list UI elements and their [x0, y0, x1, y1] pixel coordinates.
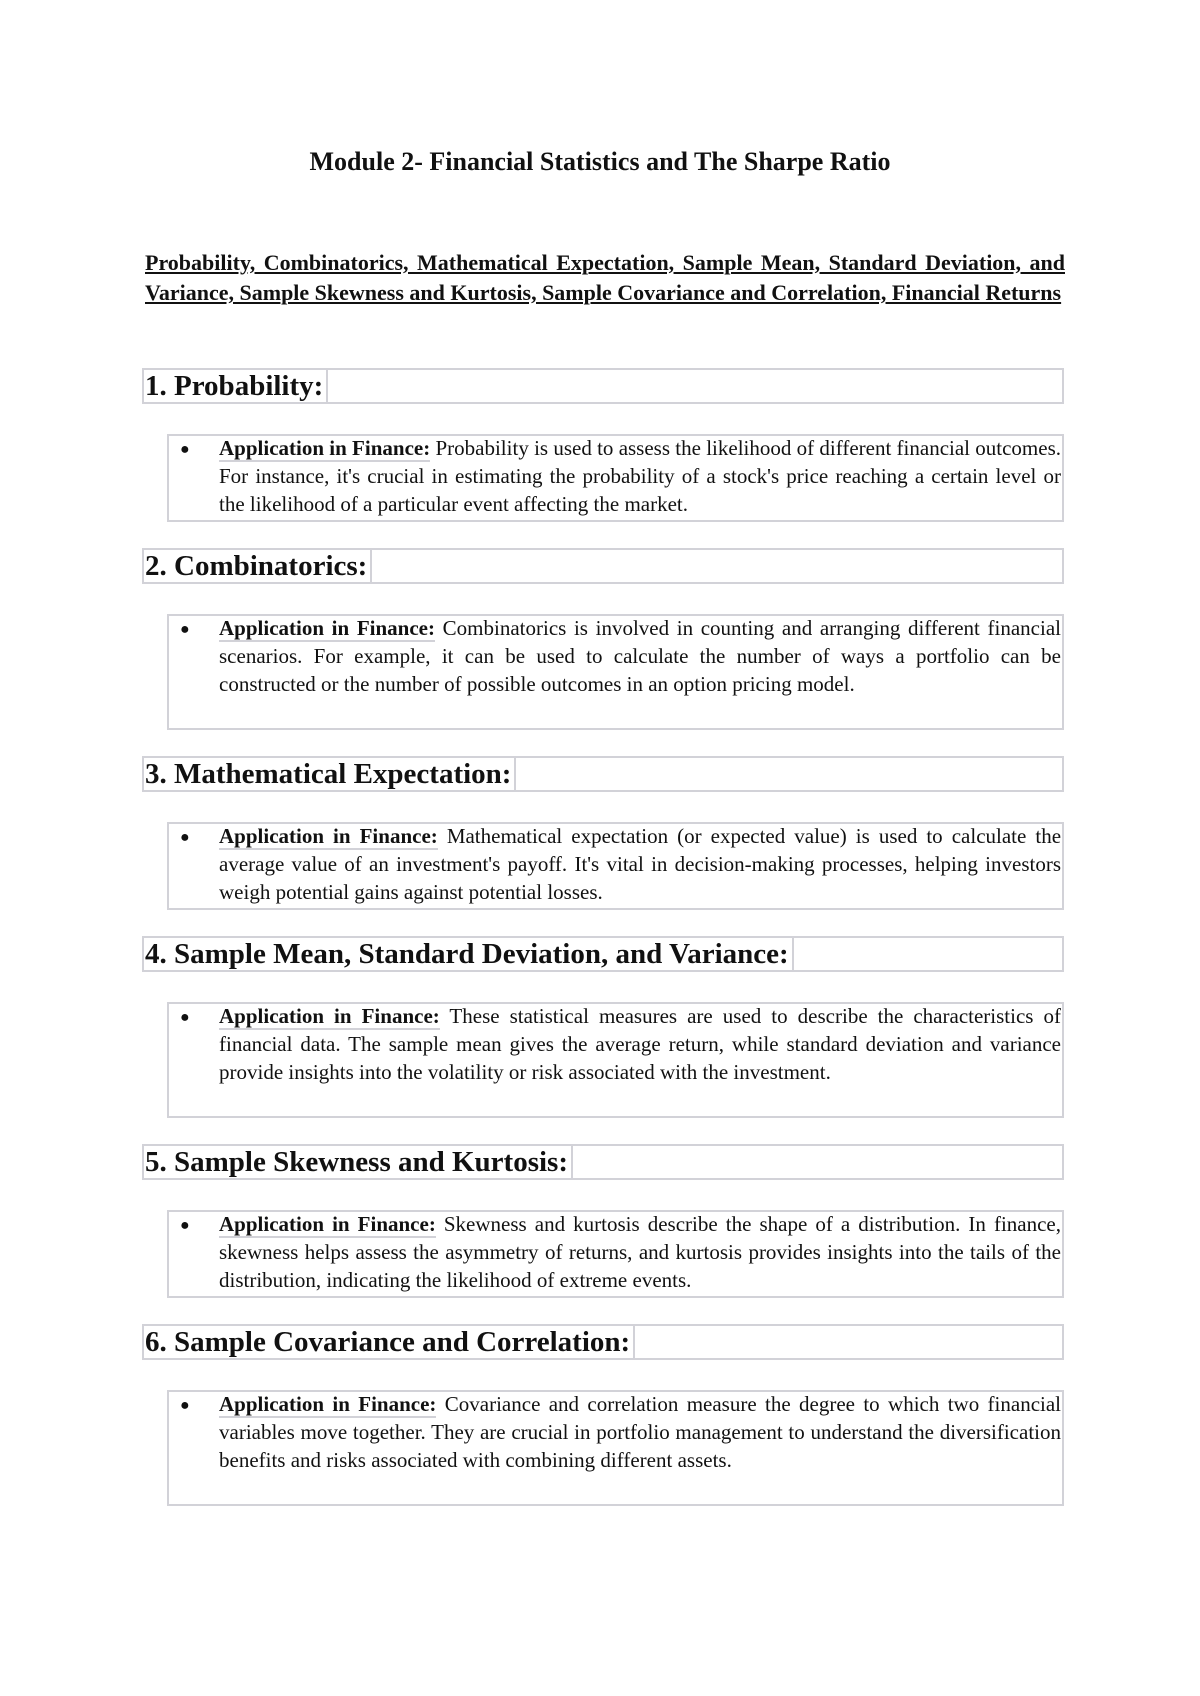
application-label: Application in Finance:	[219, 1004, 440, 1028]
section-heading: 2. Combinatorics:	[145, 549, 372, 583]
section-heading: 3. Mathematical Expectation:	[145, 757, 516, 791]
bullet-icon: ●	[180, 1397, 190, 1414]
bullet-icon: ●	[180, 829, 190, 846]
section-body	[219, 434, 1061, 518]
bullet-icon: ●	[180, 441, 190, 458]
application-text: Probability is used to assess the likelihood of different financial outcomes. For instance, it's crucial in estimating the probability of a stock's price reaching a certain level or the likelihood of a particular event affecting the market.	[219, 436, 1061, 516]
application-text: Skewness and kurtosis describe the shape of a distribution. In finance, skewness helps assess the asymmetry of returns, and kurtosis provides insights into the tails of the distribution, indicating the likelihood of extreme events.	[219, 1212, 1061, 1292]
section-body	[219, 614, 1061, 698]
section-body	[219, 822, 1061, 906]
bullet-icon: ●	[180, 1009, 190, 1026]
application-label: Application in Finance:	[219, 436, 431, 460]
application-text: These statistical measures are used to describe the characteristics of financial data. The sample mean gives the average return, while standard deviation and variance provide insights into the volatility or risk associated with the investment.	[219, 1004, 1061, 1084]
application-label: Application in Finance:	[219, 1392, 437, 1416]
topics-list: Probability, Combinatorics, Mathematical Expectation, Sample Mean, Standard Deviation, and Variance, Sample Skewness and Kurtosis, Sample Covariance and Correlation, Financial Returns	[145, 250, 1065, 305]
bullet-icon: ●	[180, 1217, 190, 1234]
section-heading: 4. Sample Mean, Standard Deviation, and Variance:	[145, 937, 794, 971]
section-body	[219, 1390, 1061, 1474]
application-label: Application in Finance:	[219, 616, 435, 640]
section-body	[219, 1210, 1061, 1294]
document-title: Module 2- Financial Statistics and The Sharpe Ratio	[309, 147, 891, 176]
application-label: Application in Finance:	[219, 824, 438, 848]
section-heading: 1. Probability:	[145, 369, 328, 403]
application-text: Mathematical expectation (or expected value) is used to calculate the average value of an investment's payoff. It's vital in decision-making processes, helping investors weigh potential gains against potential losses.	[219, 824, 1062, 904]
section-heading: 6. Sample Covariance and Correlation:	[145, 1325, 635, 1359]
application-text: Covariance and correlation measure the degree to which two financial variables move together. They are crucial in portfolio management to understand the diversification benefits and risks associated with combining different assets.	[219, 1392, 1062, 1472]
bullet-icon: ●	[180, 621, 190, 638]
section-body	[219, 1002, 1061, 1086]
application-label: Application in Finance:	[219, 1212, 436, 1236]
section-heading: 5. Sample Skewness and Kurtosis:	[145, 1145, 573, 1179]
application-text: Combinatorics is involved in counting and arranging different financial scenarios. For example, it can be used to calculate the number of ways a portfolio can be constructed or the number of possible outcomes in an option pricing model.	[219, 616, 1061, 696]
